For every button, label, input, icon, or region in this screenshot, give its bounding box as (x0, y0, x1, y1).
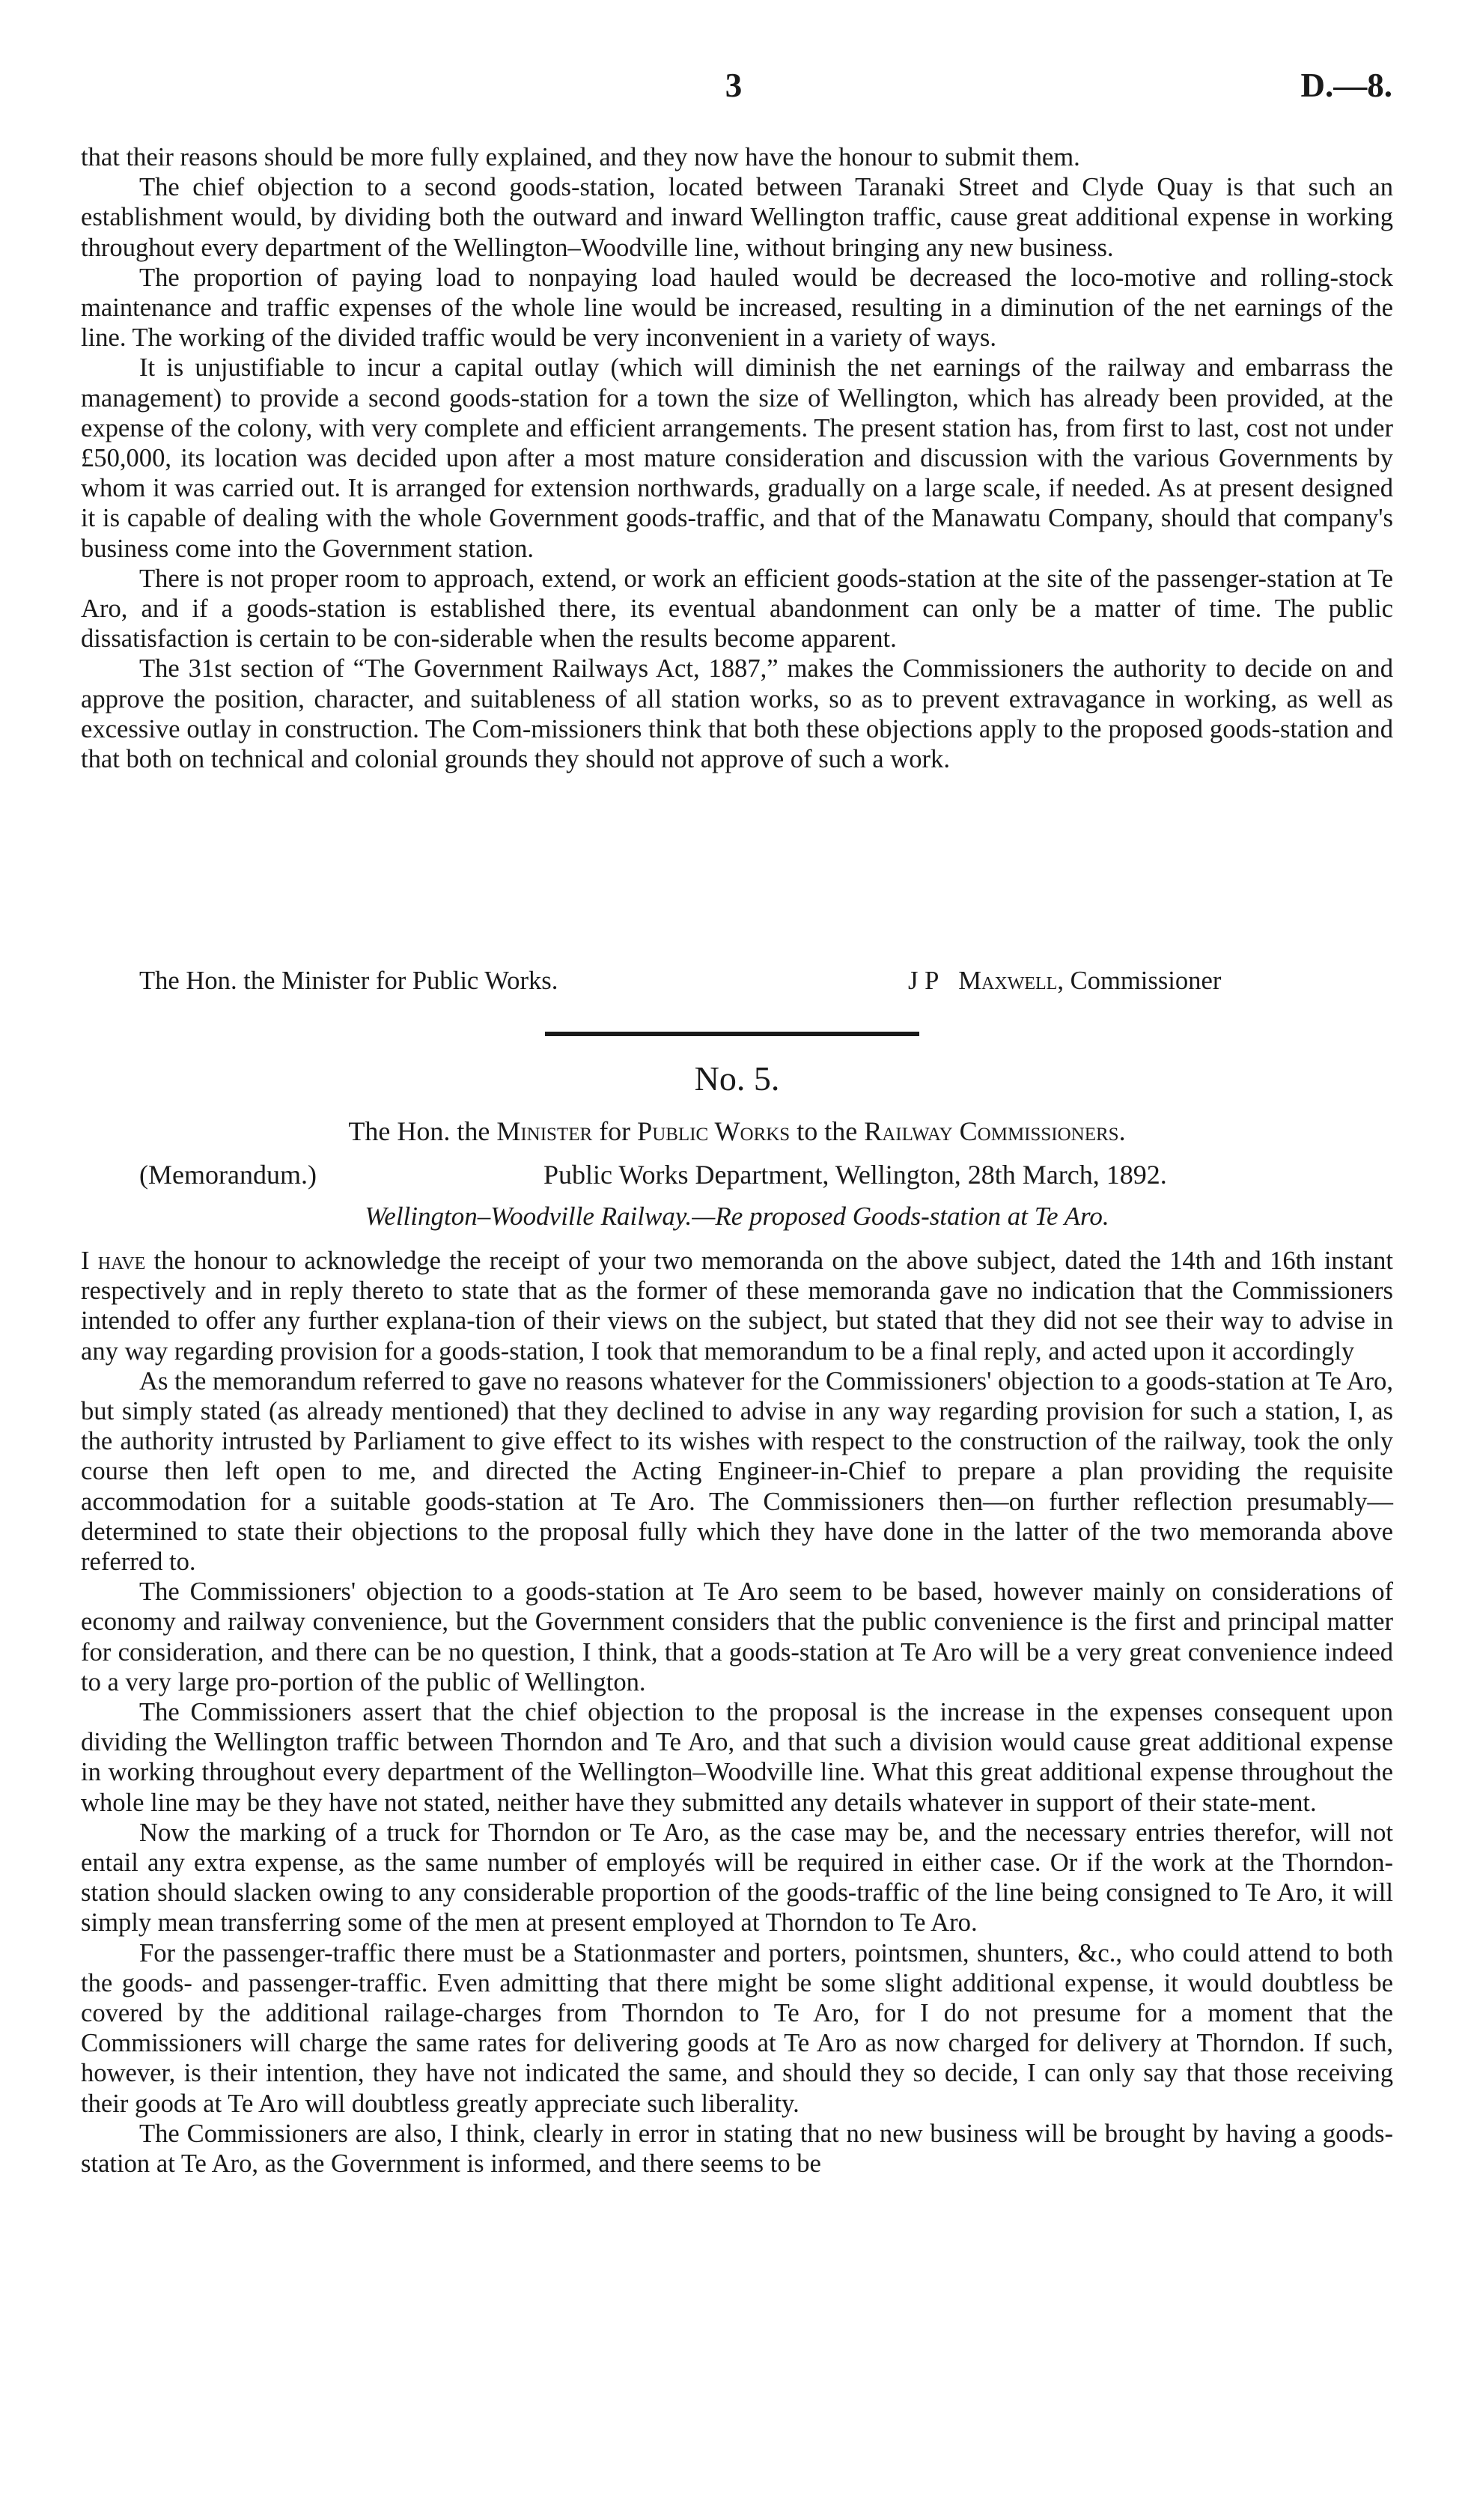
address-prefix: The Hon. the (348, 1116, 497, 1146)
memo-line (81, 1159, 1393, 1192)
paragraph: As the memorandum referred to gave no reasons whatever for the Commissioners' objection to a goods-station at Te Aro, but simply stated (as already mentioned) that they declined to advise in any way regarding provision for such a station, I, as the authority intrusted by Parliament to give effect to its wishes with respect to the construction of the railway, took the only course then left open to me, and directed the Acting Engineer-in-Chief to prepare a plan providing the requisite accommodation for a suitable goods-station at Te Aro. The Commissioners then—on further reflection presumably—determined to state their objections to the proposal fully which they have done in the latter of the two memoranda above referred to. (81, 1366, 1393, 1577)
paragraph: The 31st section of “The Government Railways Act, 1887,” makes the Commissioners the authority to decide on and approve the position, character, and suitableness of all station works, so as to prevent extravagance in working, as well as excessive outlay in construction. The Com-missioners think that both these objections apply to the proposed goods-station and that both on technical and colonial grounds they should not approve of such a work. (81, 654, 1393, 774)
signature-name: Maxwell (958, 967, 1058, 995)
page-number: 3 (725, 67, 743, 104)
paragraph: There is not proper room to approach, extend, or work an efficient goods-station at the site of the passenger-station at Te Aro, and if a goods-station is established there, its eventual abandonment can only be a matter of time. The public dissatisfaction is certain to be con-siderable when the results become apparent. (81, 564, 1393, 654)
paragraph: The Commissioners are also, I think, clearly in error in stating that no new business will be brought by having a goods-station at Te Aro, as the Government is informed, and there seems to be (81, 2119, 1393, 2179)
address-end: . (1118, 1116, 1126, 1146)
paragraph: The Commissioners assert that the chief objection to the proposal is the increase in the expenses consequent upon dividing the Wellington traffic between Thorndon and Te Aro, and that such a division would cause great additional expense in working throughout every department of the Wellington–Woodville line. What this great additional expense throughout the whole line may be they have not stated, neither have they submitted any details whatever in support of their state-ment. (81, 1698, 1393, 1817)
paragraph: The chief objection to a second goods-station, located between Taranaki Street and Clyde Quay is that such an establishment would, by dividing both the outward and inward Wellington traffic, cause great additional expense in working throughout every department of the Wellington–Woodville line, without bringing any new business. (81, 173, 1393, 262)
signature-title: , Commissioner (1057, 967, 1222, 995)
bottom-text-block (81, 1246, 1393, 2179)
signature-initials: J P (908, 967, 939, 995)
paragraph-body: the honour to acknowledge the receipt of your two memoranda on the above subject, dated the 14th and 16th instant respectively and in reply thereto to state that as the former of these memoranda gave no indication that the Commissioners intended to offer any further explana-tion of their views on the subject, but stated that they did not see their way to advise in any way regarding provision for a goods-station, I took that memorandum to be a final reply, and acted upon it accordingly (81, 1247, 1393, 1366)
paragraph: For the passenger-traffic there must be a Stationmaster and porters, pointsmen, shunters, &c., who could attend to both the goods- and passenger-traffic. Even admitting that there might be some slight additional expense, it would doubtless be covered by the additional railage-charges from Thorndon to Te Aro, for I do not presume for a moment that the Commissioners will charge the same rates for delivering goods at Te Aro as now charged for delivery at Thorndon. If such, however, is their intention, they have not indicated the same, and should they so decide, I can only say that those receiving their goods at Te Aro will doubtless greatly appreciate such liberality. (81, 1938, 1393, 2118)
paragraph: The Commissioners' objection to a goods-station at Te Aro seem to be based, however mainly on considerations of economy and railway convenience, but the Government considers that the public convenience is the first and principal matter for consideration, and there can be no question, I think, that a goods-station at Te Aro will be a very great convenience indeed to a very large pro-portion of the public of Wellington. (81, 1577, 1393, 1696)
paragraph (81, 1246, 1393, 1366)
first-word: I have (81, 1247, 146, 1275)
memo-address (81, 1116, 1393, 1147)
address-to: Railway Commissioners (864, 1116, 1119, 1146)
document-reference: D.—8. (1300, 67, 1392, 104)
signature-line (81, 966, 1393, 999)
section-number: No. 5. (694, 1059, 780, 1098)
signature-block (908, 966, 1221, 996)
section-divider (545, 1032, 919, 1036)
address-dept: Public Works (637, 1116, 791, 1146)
memo-type: (Memorandum.) (139, 1160, 317, 1190)
memo-place-date: Public Works Department, Wellington, 28th March, 1892. (543, 1160, 1167, 1190)
paragraph: Now the marking of a truck for Thorndon or Te Aro, as the case may be, and the necessary entries therefor, will not entail any extra expense, as the same number of employés will be required in either case. Or if the work at the Thorndon-station should slacken owing to any considerable proportion of the goods-traffic of the line being consigned to Te Aro, it will simply mean transferring some of the men at present employed at Thorndon to Te Aro. (81, 1818, 1393, 1938)
address-to-text: to the (790, 1116, 865, 1146)
address-for: for (592, 1116, 638, 1146)
memo-subject: Wellington–Woodville Railway.—Re proposed Goods-station at Te Aro. (365, 1202, 1109, 1231)
paragraph: that their reasons should be more fully explained, and they now have the honour to submit them. (81, 143, 1080, 171)
top-text-block (81, 142, 1393, 774)
signature-addressee: The Hon. the Minister for Public Works. (139, 967, 558, 995)
paragraph: It is unjustifiable to incur a capital outlay (which will diminish the net earnings of the railway and embarrass the management) to provide a second goods-station for a town the size of Wellington, which has already been provided, at the expense of the colony, with very complete and efficient arrangements. The present station has, from first to last, cost not under £50,000, its location was decided upon after a most mature consideration and discussion with the various Governments by whom it was carried out. It is arranged for extension northwards, gradually on a large scale, if needed. As at present designed it is capable of dealing with the whole Government goods-traffic, and that of the Manawatu Company, should that company's business come into the Government station. (81, 353, 1393, 563)
page-header (75, 66, 1392, 111)
address-from: Minister (496, 1116, 593, 1146)
paragraph: The proportion of paying load to nonpaying load hauled would be decreased the loco-motive and rolling-stock maintenance and traffic expenses of the whole line would be increased, resulting in a diminution of the net earnings of the line. The working of the divided traffic would be very inconvenient in a variety of ways. (81, 263, 1393, 353)
